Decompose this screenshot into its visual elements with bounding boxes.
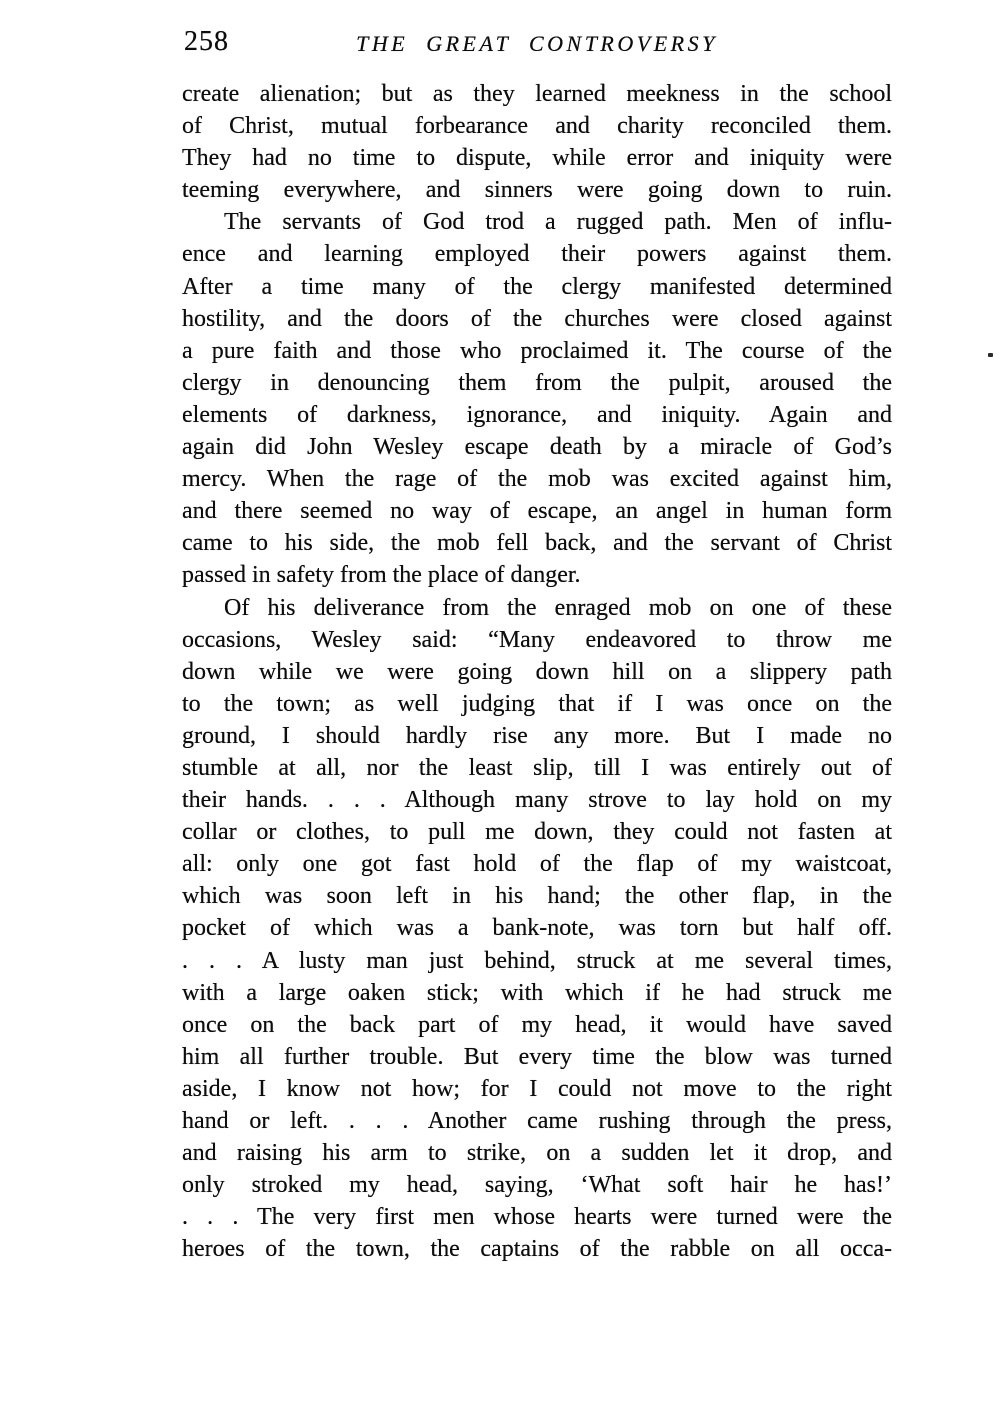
text-line: stumble at all, nor the least slip, till I was entirely out of [182,754,892,781]
text-line: After a time many of the clergy manifested determined [182,273,892,300]
text-line: pocket of which was a bank-note, was torn but half off. [182,915,892,942]
text-line: teeming everywhere, and sinners were going down to ruin. [182,177,892,204]
text-line: elements of darkness, ignorance, and iniquity. Again and [182,401,892,428]
text-line: heroes of the town, the captains of the rabble on all occa- [182,1236,892,1263]
text-line: down while we were going down hill on a slippery path [182,658,892,685]
text-line: once on the back part of my head, it would have saved [182,1011,892,1038]
text-line: collar or clothes, to pull me down, they could not fasten at [182,819,892,846]
text-line: . . . The very first men whose hearts were turned were the [182,1204,892,1231]
running-title: THE GREAT CONTROVERSY [356,31,718,56]
ink-speck-artifact [988,353,993,357]
text-line: Of his deliverance from the enraged mob on one of these [224,594,892,621]
text-line: again did John Wesley escape death by a miracle of God’s [182,434,892,461]
text-line: and there seemed no way of escape, an angel in human form [182,498,892,525]
text-line: The servants of God trod a rugged path. Men of influ- [224,209,892,236]
text-line: all: only one got fast hold of the flap of my waistcoat, [182,851,892,878]
text-line: hostility, and the doors of the churches were closed against [182,305,892,332]
text-line: ground, I should hardly rise any more. But I made no [182,722,892,749]
text-line: with a large oaken stick; with which if he had struck me [182,979,892,1006]
text-line: occasions, Wesley said: “Many endeavored to throw me [182,626,892,653]
text-line: of Christ, mutual forbearance and charity reconciled them. [182,113,892,140]
text-line: and raising his arm to strike, on a sudden let it drop, and [182,1140,892,1167]
text-line: only stroked my head, saying, ‘What soft hair he has!’ [182,1172,892,1199]
text-line: passed in safety from the place of danger. [182,562,581,589]
page-number: 258 [184,26,229,57]
text-line: their hands. . . . Although many strove to lay hold on my [182,787,892,814]
text-line: aside, I know not how; for I could not move to the right [182,1075,892,1102]
text-line: a pure faith and those who proclaimed it. The course of the [182,337,892,364]
text-line: ence and learning employed their powers against them. [182,241,892,268]
body-text [182,78,892,1265]
text-line: which was soon left in his hand; the other flap, in the [182,883,892,910]
text-line: hand or left. . . . Another came rushing through the press, [182,1108,892,1134]
text-line: came to his side, the mob fell back, and the servant of Christ [182,530,892,557]
running-header [182,24,892,56]
text-line: create alienation; but as they learned meekness in the school [182,81,892,107]
text-line: mercy. When the rage of the mob was excited against him, [182,466,892,493]
text-line: him all further trouble. But every time the blow was turned [182,1043,892,1070]
text-line: They had no time to dispute, while error and iniquity were [182,145,892,172]
text-line: clergy in denouncing them from the pulpit, aroused the [182,369,892,396]
text-line: . . . A lusty man just behind, struck at me several times, [182,947,892,974]
text-line: to the town; as well judging that if I was once on the [182,690,892,717]
